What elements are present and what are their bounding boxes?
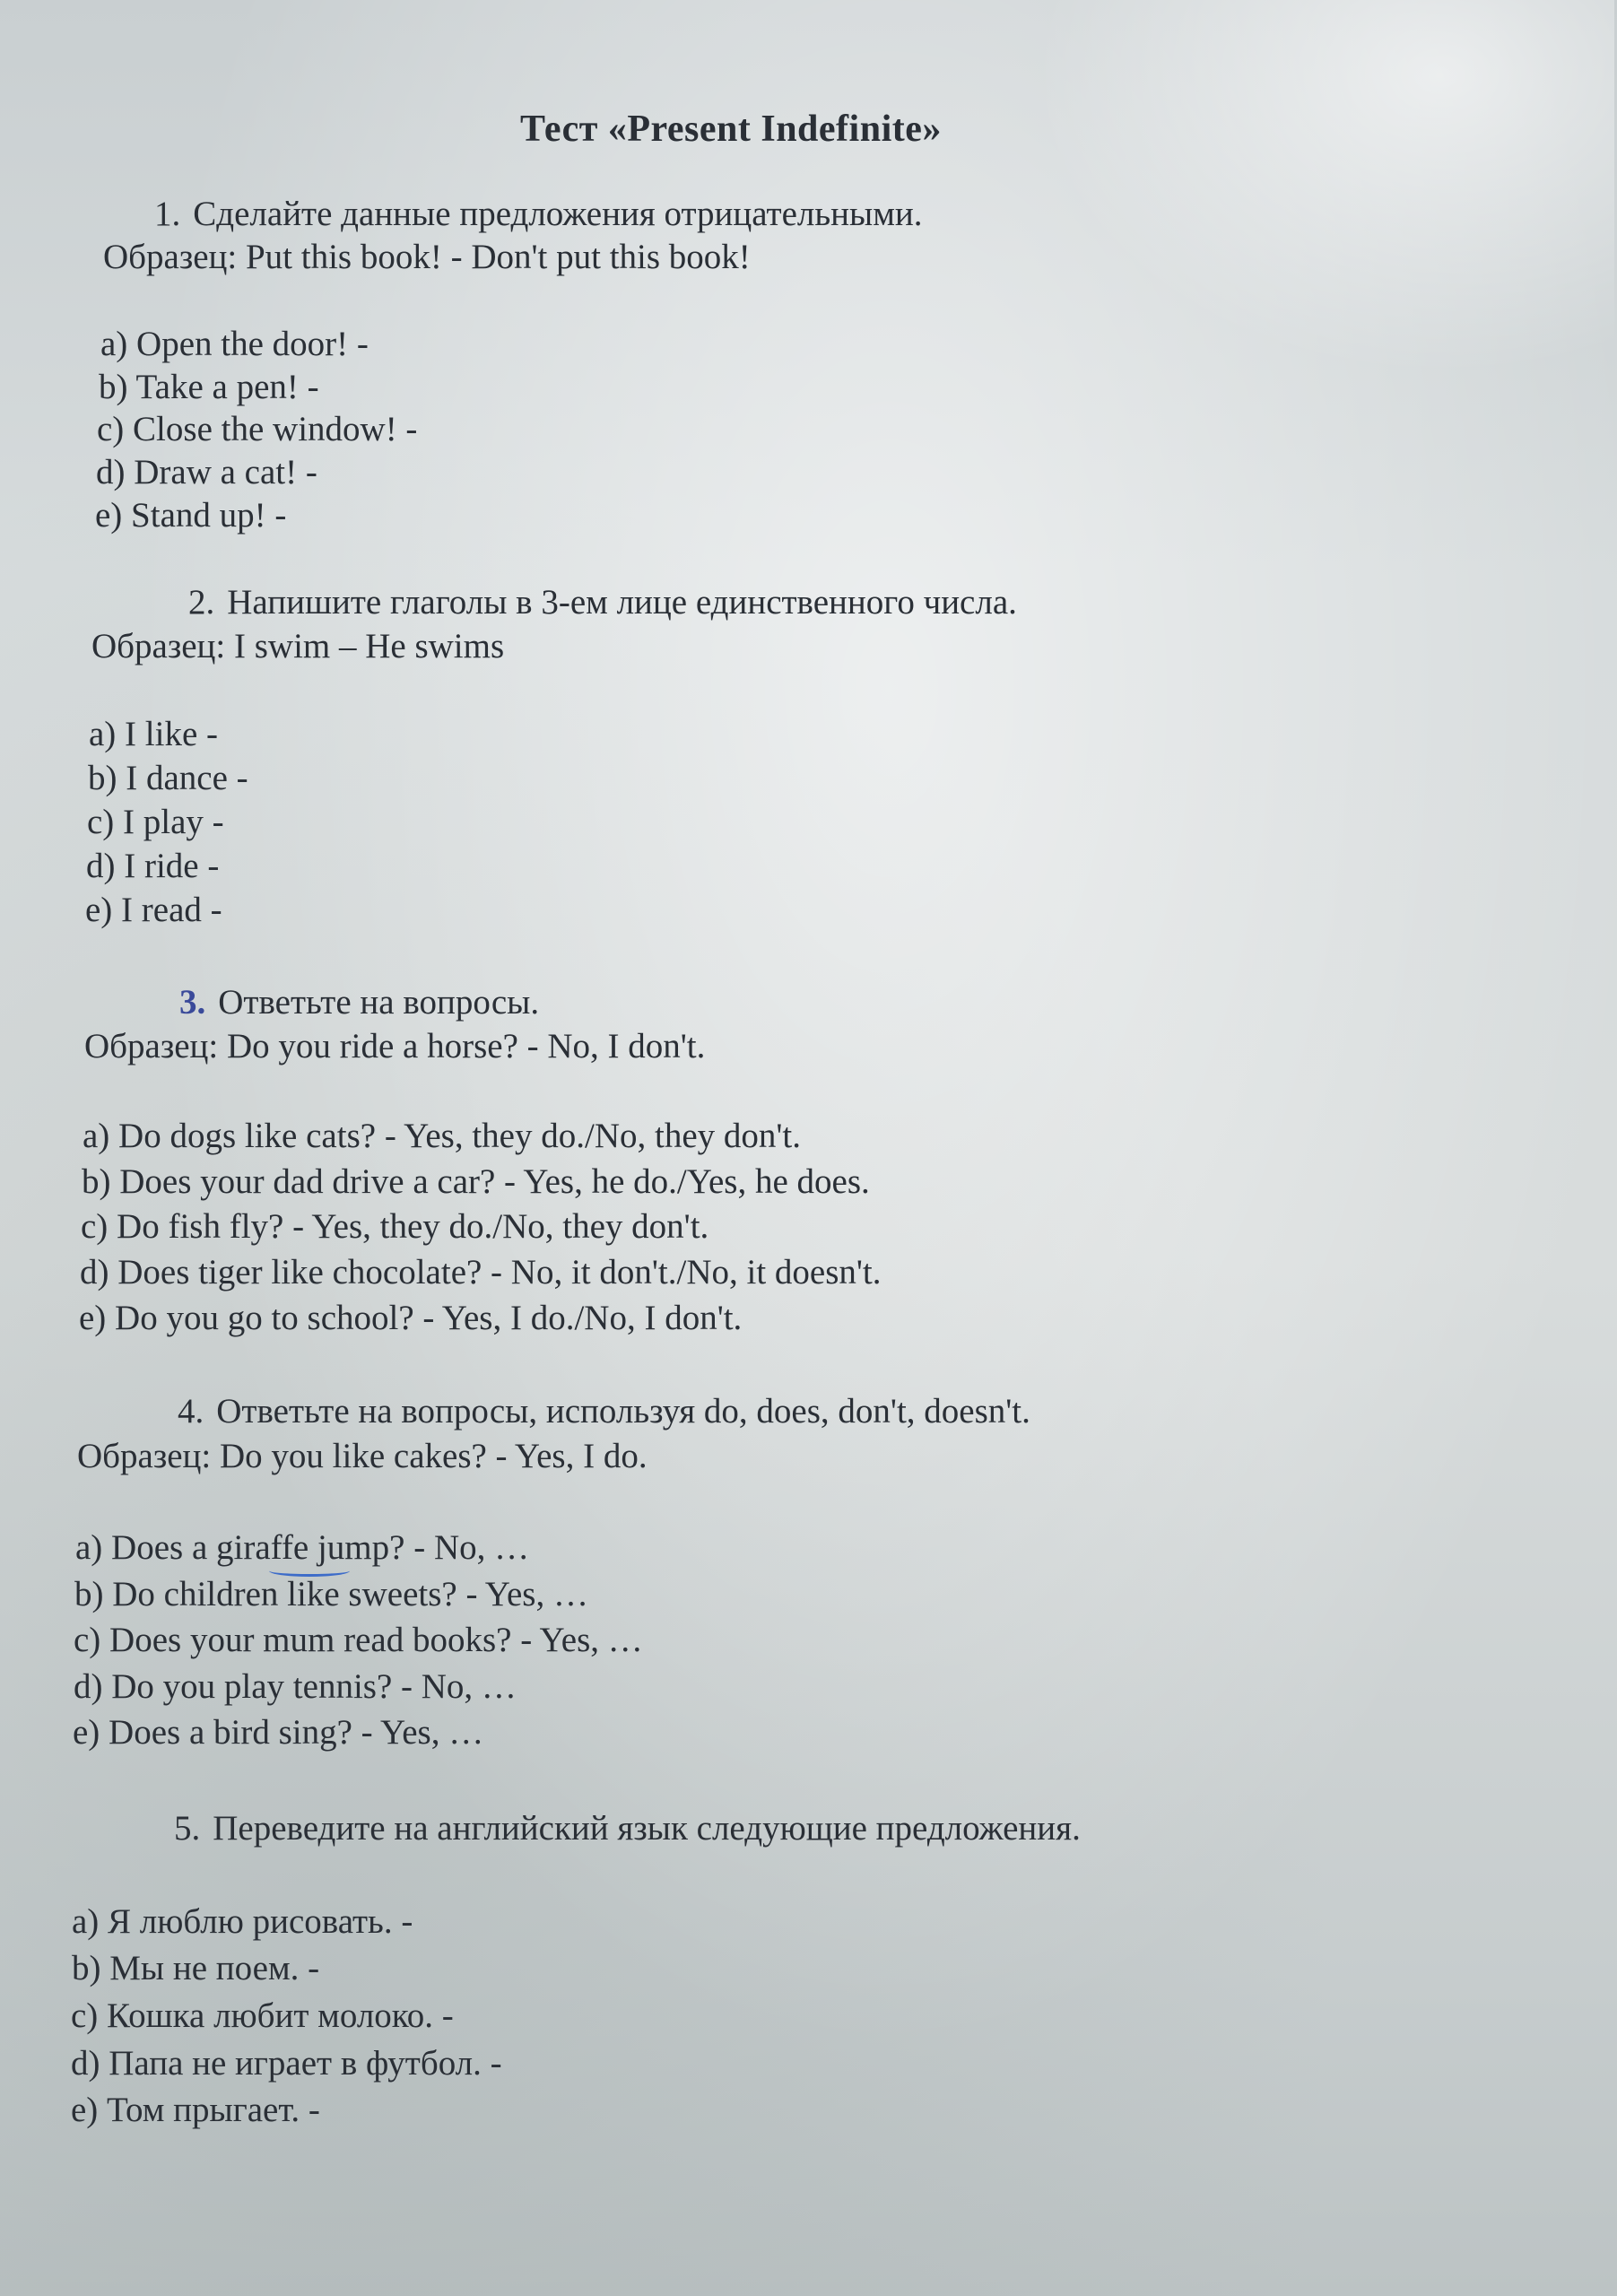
task-2-item-c: c) I play - <box>87 803 224 841</box>
task-2-instruction: Напишите глаголы в 3-ем лице единственного числа. <box>227 583 1017 622</box>
task-2-item-d: d) I ride - <box>86 847 220 885</box>
task-2-item-e: e) I read - <box>85 891 222 929</box>
task-4-item-a: a) Does a giraffe jump? - No, … <box>75 1528 530 1567</box>
task-3-example: Образец: Do you ride a horse? - No, I don't. <box>84 1027 706 1065</box>
task-4-item-d: d) Do you play tennis? - No, … <box>74 1667 517 1706</box>
task-5-heading <box>174 1807 1081 1850</box>
task-2-item-a: a) I like - <box>89 715 219 753</box>
task-2-example: Образец: I swim – He swims <box>91 627 505 665</box>
task-5-item-a: a) Я люблю рисовать. - <box>72 1902 413 1941</box>
task-2-heading <box>188 581 1017 624</box>
task-4-item-b: b) Do children like sweets? - Yes, … <box>74 1575 588 1613</box>
task-1-item-b: b) Take a pen! - <box>99 368 319 406</box>
task-1-number: 1. <box>154 195 181 233</box>
task-4-heading <box>178 1390 1030 1433</box>
task-5-instruction: Переведите на английский язык следующие предложения. <box>213 1809 1081 1848</box>
task-4-number: 4. <box>178 1392 204 1431</box>
task-2-item-b: b) I dance - <box>88 759 248 797</box>
task-4-item-c: c) Does your mum read books? - Yes, … <box>74 1621 643 1659</box>
task-5-number: 5. <box>174 1809 201 1848</box>
task-1-heading <box>154 193 923 236</box>
task-3-item-b: b) Does your dad drive a car? - Yes, he do./Yes, he does. <box>82 1162 870 1201</box>
task-5-item-b: b) Мы не поем. - <box>72 1949 320 1987</box>
task-3-item-d: d) Does tiger like chocolate? - No, it don't./No, it doesn't. <box>80 1253 882 1292</box>
task-5-item-c: c) Кошка любит молоко. - <box>71 1996 454 2035</box>
page-title: Тест «Present Indefinite» <box>520 109 942 150</box>
task-1-item-a: a) Open the door! - <box>100 325 369 363</box>
task-1-item-e: e) Stand up! - <box>95 496 287 535</box>
task-1-instruction: Сделайте данные предложения отрицательными. <box>193 195 923 233</box>
task-5-item-d: d) Папа не играет в футбол. - <box>71 2044 502 2083</box>
task-1-example: Образец: Put this book! - Don't put this book! <box>103 238 751 276</box>
pen-underline-mark <box>269 1565 350 1577</box>
task-3-item-a: a) Do dogs like cats? - Yes, they do./No, they don't. <box>83 1117 802 1155</box>
task-5-item-e: e) Том прыгает. - <box>71 2091 320 2129</box>
task-3-number: 3. <box>179 983 206 1022</box>
task-3-item-c: c) Do fish fly? - Yes, they do./No, they don't. <box>81 1207 709 1246</box>
task-4-item-e: e) Does a bird sing? - Yes, … <box>73 1713 484 1752</box>
task-3-instruction: Ответьте на вопросы. <box>218 983 540 1022</box>
task-1-item-c: c) Close the window! - <box>97 410 418 448</box>
task-3-heading <box>179 981 539 1024</box>
task-4-example: Образец: Do you like cakes? - Yes, I do. <box>77 1437 648 1475</box>
task-2-number: 2. <box>188 583 215 622</box>
task-4-instruction: Ответьте на вопросы, используя do, does, don't, doesn't. <box>216 1392 1030 1431</box>
task-1-item-d: d) Draw a cat! - <box>96 453 317 491</box>
task-3-item-e: e) Do you go to school? - Yes, I do./No, I don't. <box>79 1299 743 1337</box>
